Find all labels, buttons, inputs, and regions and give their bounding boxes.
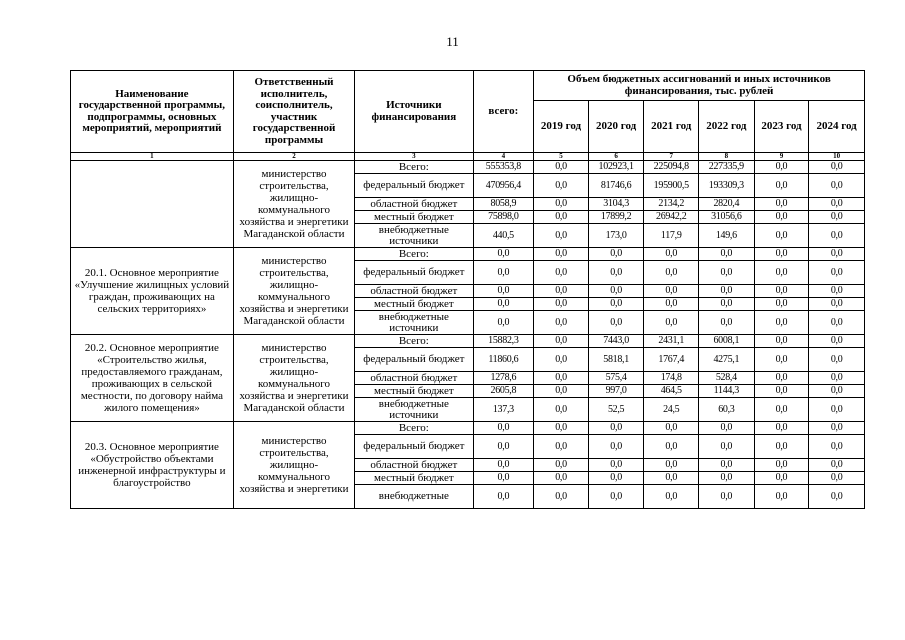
year-value: 575,4 — [588, 372, 644, 385]
column-number-row — [71, 153, 865, 161]
year-value: 0,0 — [754, 311, 809, 335]
year-value: 0,0 — [809, 459, 865, 472]
year-value: 0,0 — [809, 372, 865, 385]
year-value: 0,0 — [699, 435, 755, 459]
year-value: 0,0 — [754, 472, 809, 485]
total-value: 0,0 — [473, 248, 534, 261]
year-value: 0,0 — [534, 435, 589, 459]
year-value: 0,0 — [754, 198, 809, 211]
activity-name: 20.1. Основное мероприятие «Улучшение жилищных условий граждан, проживающих на сельских территориях» — [71, 248, 234, 335]
total-value: 15882,3 — [473, 335, 534, 348]
funding-source: федеральный бюджет — [355, 435, 473, 459]
column-number: 8 — [699, 153, 755, 161]
year-value: 0,0 — [534, 311, 589, 335]
column-number: 3 — [355, 153, 473, 161]
year-value: 0,0 — [534, 372, 589, 385]
year-value: 0,0 — [699, 311, 755, 335]
year-value: 0,0 — [754, 298, 809, 311]
column-number: 4 — [473, 153, 534, 161]
year-value: 1767,4 — [644, 348, 699, 372]
year-value: 0,0 — [754, 422, 809, 435]
year-value: 0,0 — [588, 261, 644, 285]
year-value: 464,5 — [644, 385, 699, 398]
funding-source: областной бюджет — [355, 372, 473, 385]
year-value: 0,0 — [809, 385, 865, 398]
header-executor: Ответственный исполнитель, соисполнитель, участник государственной программы — [233, 71, 354, 153]
year-value: 0,0 — [534, 211, 589, 224]
year-value: 0,0 — [534, 161, 589, 174]
year-value: 0,0 — [644, 248, 699, 261]
year-value: 0,0 — [644, 422, 699, 435]
year-value: 24,5 — [644, 398, 699, 422]
year-value: 31056,6 — [699, 211, 755, 224]
year-value: 0,0 — [588, 435, 644, 459]
year-value: 173,0 — [588, 224, 644, 248]
year-value: 0,0 — [754, 211, 809, 224]
column-number: 5 — [534, 153, 589, 161]
year-value: 149,6 — [699, 224, 755, 248]
year-value: 3104,3 — [588, 198, 644, 211]
total-value: 0,0 — [473, 298, 534, 311]
responsible-executor: министерство строительства, жилищно-коммунального хозяйства и энергетики Магаданской области — [233, 335, 354, 422]
year-value: 0,0 — [809, 285, 865, 298]
activity-name: 20.3. Основное мероприятие «Обустройство объектами инженерной инфраструктуры и благоустройство — [71, 422, 234, 509]
year-value: 0,0 — [754, 459, 809, 472]
year-value: 0,0 — [588, 248, 644, 261]
year-value: 0,0 — [699, 298, 755, 311]
year-value: 0,0 — [809, 422, 865, 435]
header-total: всего: — [473, 71, 534, 153]
total-value: 0,0 — [473, 435, 534, 459]
year-value: 0,0 — [588, 311, 644, 335]
year-value: 0,0 — [809, 348, 865, 372]
year-value: 4275,1 — [699, 348, 755, 372]
total-value: 0,0 — [473, 311, 534, 335]
responsible-executor: министерство строительства, жилищно-коммунального хозяйства и энергетики Магаданской области — [233, 248, 354, 335]
year-value: 528,4 — [699, 372, 755, 385]
year-value: 0,0 — [809, 248, 865, 261]
year-value: 0,0 — [809, 311, 865, 335]
header-year: 2023 год — [754, 101, 809, 153]
table-row — [71, 422, 865, 435]
year-value: 0,0 — [534, 174, 589, 198]
table-row — [71, 161, 865, 174]
year-value: 0,0 — [534, 248, 589, 261]
year-value: 0,0 — [588, 485, 644, 509]
year-value: 0,0 — [809, 198, 865, 211]
year-value: 0,0 — [644, 472, 699, 485]
column-number: 10 — [809, 153, 865, 161]
year-value: 997,0 — [588, 385, 644, 398]
funding-source: федеральный бюджет — [355, 348, 473, 372]
funding-source: областной бюджет — [355, 285, 473, 298]
year-value: 0,0 — [534, 285, 589, 298]
year-value: 0,0 — [754, 248, 809, 261]
table-body — [71, 161, 865, 509]
column-number: 7 — [644, 153, 699, 161]
year-value: 81746,6 — [588, 174, 644, 198]
total-value: 75898,0 — [473, 211, 534, 224]
year-value: 0,0 — [809, 335, 865, 348]
year-value: 60,3 — [699, 398, 755, 422]
responsible-executor: министерство строительства, жилищно-коммунального хозяйства и энергетики — [233, 422, 354, 509]
year-value: 0,0 — [809, 224, 865, 248]
year-value: 0,0 — [754, 385, 809, 398]
year-value: 0,0 — [754, 224, 809, 248]
year-value: 0,0 — [809, 398, 865, 422]
funding-source: внебюджетные — [355, 485, 473, 509]
header-year: 2024 год — [809, 101, 865, 153]
year-value: 0,0 — [809, 161, 865, 174]
funding-source: Всего: — [355, 335, 473, 348]
funding-source: местный бюджет — [355, 211, 473, 224]
year-value: 0,0 — [809, 472, 865, 485]
table-row — [71, 335, 865, 348]
year-value: 0,0 — [809, 485, 865, 509]
year-value: 0,0 — [699, 285, 755, 298]
year-value: 0,0 — [699, 472, 755, 485]
total-value: 11860,6 — [473, 348, 534, 372]
column-number: 6 — [588, 153, 644, 161]
year-value: 0,0 — [754, 161, 809, 174]
total-value: 0,0 — [473, 422, 534, 435]
total-value: 137,3 — [473, 398, 534, 422]
year-value: 0,0 — [534, 298, 589, 311]
year-value: 52,5 — [588, 398, 644, 422]
activity-name: 20.2. Основное мероприятие «Строительство жилья, предоставляемого гражданам, проживающих в сельской местности, по договору найма жилого помещения» — [71, 335, 234, 422]
year-value: 2134,2 — [644, 198, 699, 211]
total-value: 0,0 — [473, 485, 534, 509]
year-value: 2820,4 — [699, 198, 755, 211]
funding-source: местный бюджет — [355, 298, 473, 311]
funding-source: федеральный бюджет — [355, 174, 473, 198]
year-value: 0,0 — [809, 211, 865, 224]
table-row — [71, 248, 865, 261]
responsible-executor: министерство строительства, жилищно-коммунального хозяйства и энергетики Магаданской области — [233, 161, 354, 248]
year-value: 0,0 — [534, 485, 589, 509]
total-value: 0,0 — [473, 472, 534, 485]
column-number: 2 — [233, 153, 354, 161]
year-value: 0,0 — [809, 174, 865, 198]
total-value: 555353,8 — [473, 161, 534, 174]
header-year: 2022 год — [699, 101, 755, 153]
header-year: 2019 год — [534, 101, 589, 153]
header-name: Наименование государственной программы, подпрограммы, основных мероприятий, мероприятий — [71, 71, 234, 153]
year-value: 0,0 — [588, 459, 644, 472]
year-value: 5818,1 — [588, 348, 644, 372]
funding-source: внебюджетные источники — [355, 398, 473, 422]
total-value: 1278,6 — [473, 372, 534, 385]
funding-source: областной бюджет — [355, 198, 473, 211]
year-value: 2431,1 — [644, 335, 699, 348]
funding-source: местный бюджет — [355, 385, 473, 398]
year-value: 227335,9 — [699, 161, 755, 174]
year-value: 174,8 — [644, 372, 699, 385]
funding-source: федеральный бюджет — [355, 261, 473, 285]
year-value: 0,0 — [699, 261, 755, 285]
year-value: 0,0 — [754, 348, 809, 372]
year-value: 0,0 — [588, 285, 644, 298]
year-value: 0,0 — [809, 261, 865, 285]
year-value: 0,0 — [754, 398, 809, 422]
year-value: 195900,5 — [644, 174, 699, 198]
year-value: 0,0 — [588, 298, 644, 311]
year-value: 0,0 — [644, 485, 699, 509]
year-value: 0,0 — [644, 261, 699, 285]
total-value: 0,0 — [473, 459, 534, 472]
year-value: 117,9 — [644, 224, 699, 248]
year-value: 0,0 — [754, 485, 809, 509]
year-value: 17899,2 — [588, 211, 644, 224]
year-value: 0,0 — [534, 224, 589, 248]
column-number: 1 — [71, 153, 234, 161]
year-value: 0,0 — [534, 198, 589, 211]
year-value: 0,0 — [644, 311, 699, 335]
year-value: 0,0 — [754, 335, 809, 348]
funding-source: Всего: — [355, 248, 473, 261]
year-value: 0,0 — [644, 459, 699, 472]
activity-name — [71, 161, 234, 248]
total-value: 440,5 — [473, 224, 534, 248]
year-value: 0,0 — [534, 385, 589, 398]
year-value: 0,0 — [699, 248, 755, 261]
year-value: 0,0 — [754, 285, 809, 298]
year-value: 0,0 — [644, 285, 699, 298]
year-value: 0,0 — [588, 422, 644, 435]
year-value: 225094,8 — [644, 161, 699, 174]
year-value: 0,0 — [534, 472, 589, 485]
year-value: 0,0 — [534, 422, 589, 435]
funding-source: внебюджетные источники — [355, 224, 473, 248]
year-value: 0,0 — [534, 335, 589, 348]
year-value: 0,0 — [588, 472, 644, 485]
year-value: 0,0 — [754, 261, 809, 285]
page-number: 11 — [446, 34, 459, 49]
year-value: 0,0 — [699, 459, 755, 472]
total-value: 0,0 — [473, 261, 534, 285]
year-value: 0,0 — [534, 459, 589, 472]
year-value: 0,0 — [534, 261, 589, 285]
year-value: 0,0 — [644, 435, 699, 459]
column-number: 9 — [754, 153, 809, 161]
total-value: 0,0 — [473, 285, 534, 298]
total-value: 8058,9 — [473, 198, 534, 211]
total-value: 2605,8 — [473, 385, 534, 398]
year-value: 6008,1 — [699, 335, 755, 348]
year-value: 0,0 — [699, 485, 755, 509]
year-value: 102923,1 — [588, 161, 644, 174]
year-value: 0,0 — [809, 298, 865, 311]
total-value: 470956,4 — [473, 174, 534, 198]
year-value: 0,0 — [754, 174, 809, 198]
year-value: 1144,3 — [699, 385, 755, 398]
year-value: 0,0 — [644, 298, 699, 311]
year-value: 7443,0 — [588, 335, 644, 348]
year-value: 0,0 — [754, 372, 809, 385]
header-sources: Источники финансирования — [355, 71, 473, 153]
funding-source: Всего: — [355, 161, 473, 174]
year-value: 193309,3 — [699, 174, 755, 198]
year-value: 26942,2 — [644, 211, 699, 224]
header-year: 2021 год — [644, 101, 699, 153]
header-volume: Объем бюджетных ассигнований и иных источников финансирования, тыс. рублей — [534, 71, 865, 101]
year-value: 0,0 — [534, 348, 589, 372]
budget-table — [70, 70, 865, 509]
header-year: 2020 год — [588, 101, 644, 153]
funding-source: местный бюджет — [355, 472, 473, 485]
year-value: 0,0 — [809, 435, 865, 459]
funding-source: Всего: — [355, 422, 473, 435]
funding-source: областной бюджет — [355, 459, 473, 472]
funding-source: внебюджетные источники — [355, 311, 473, 335]
year-value: 0,0 — [534, 398, 589, 422]
year-value: 0,0 — [699, 422, 755, 435]
year-value: 0,0 — [754, 435, 809, 459]
